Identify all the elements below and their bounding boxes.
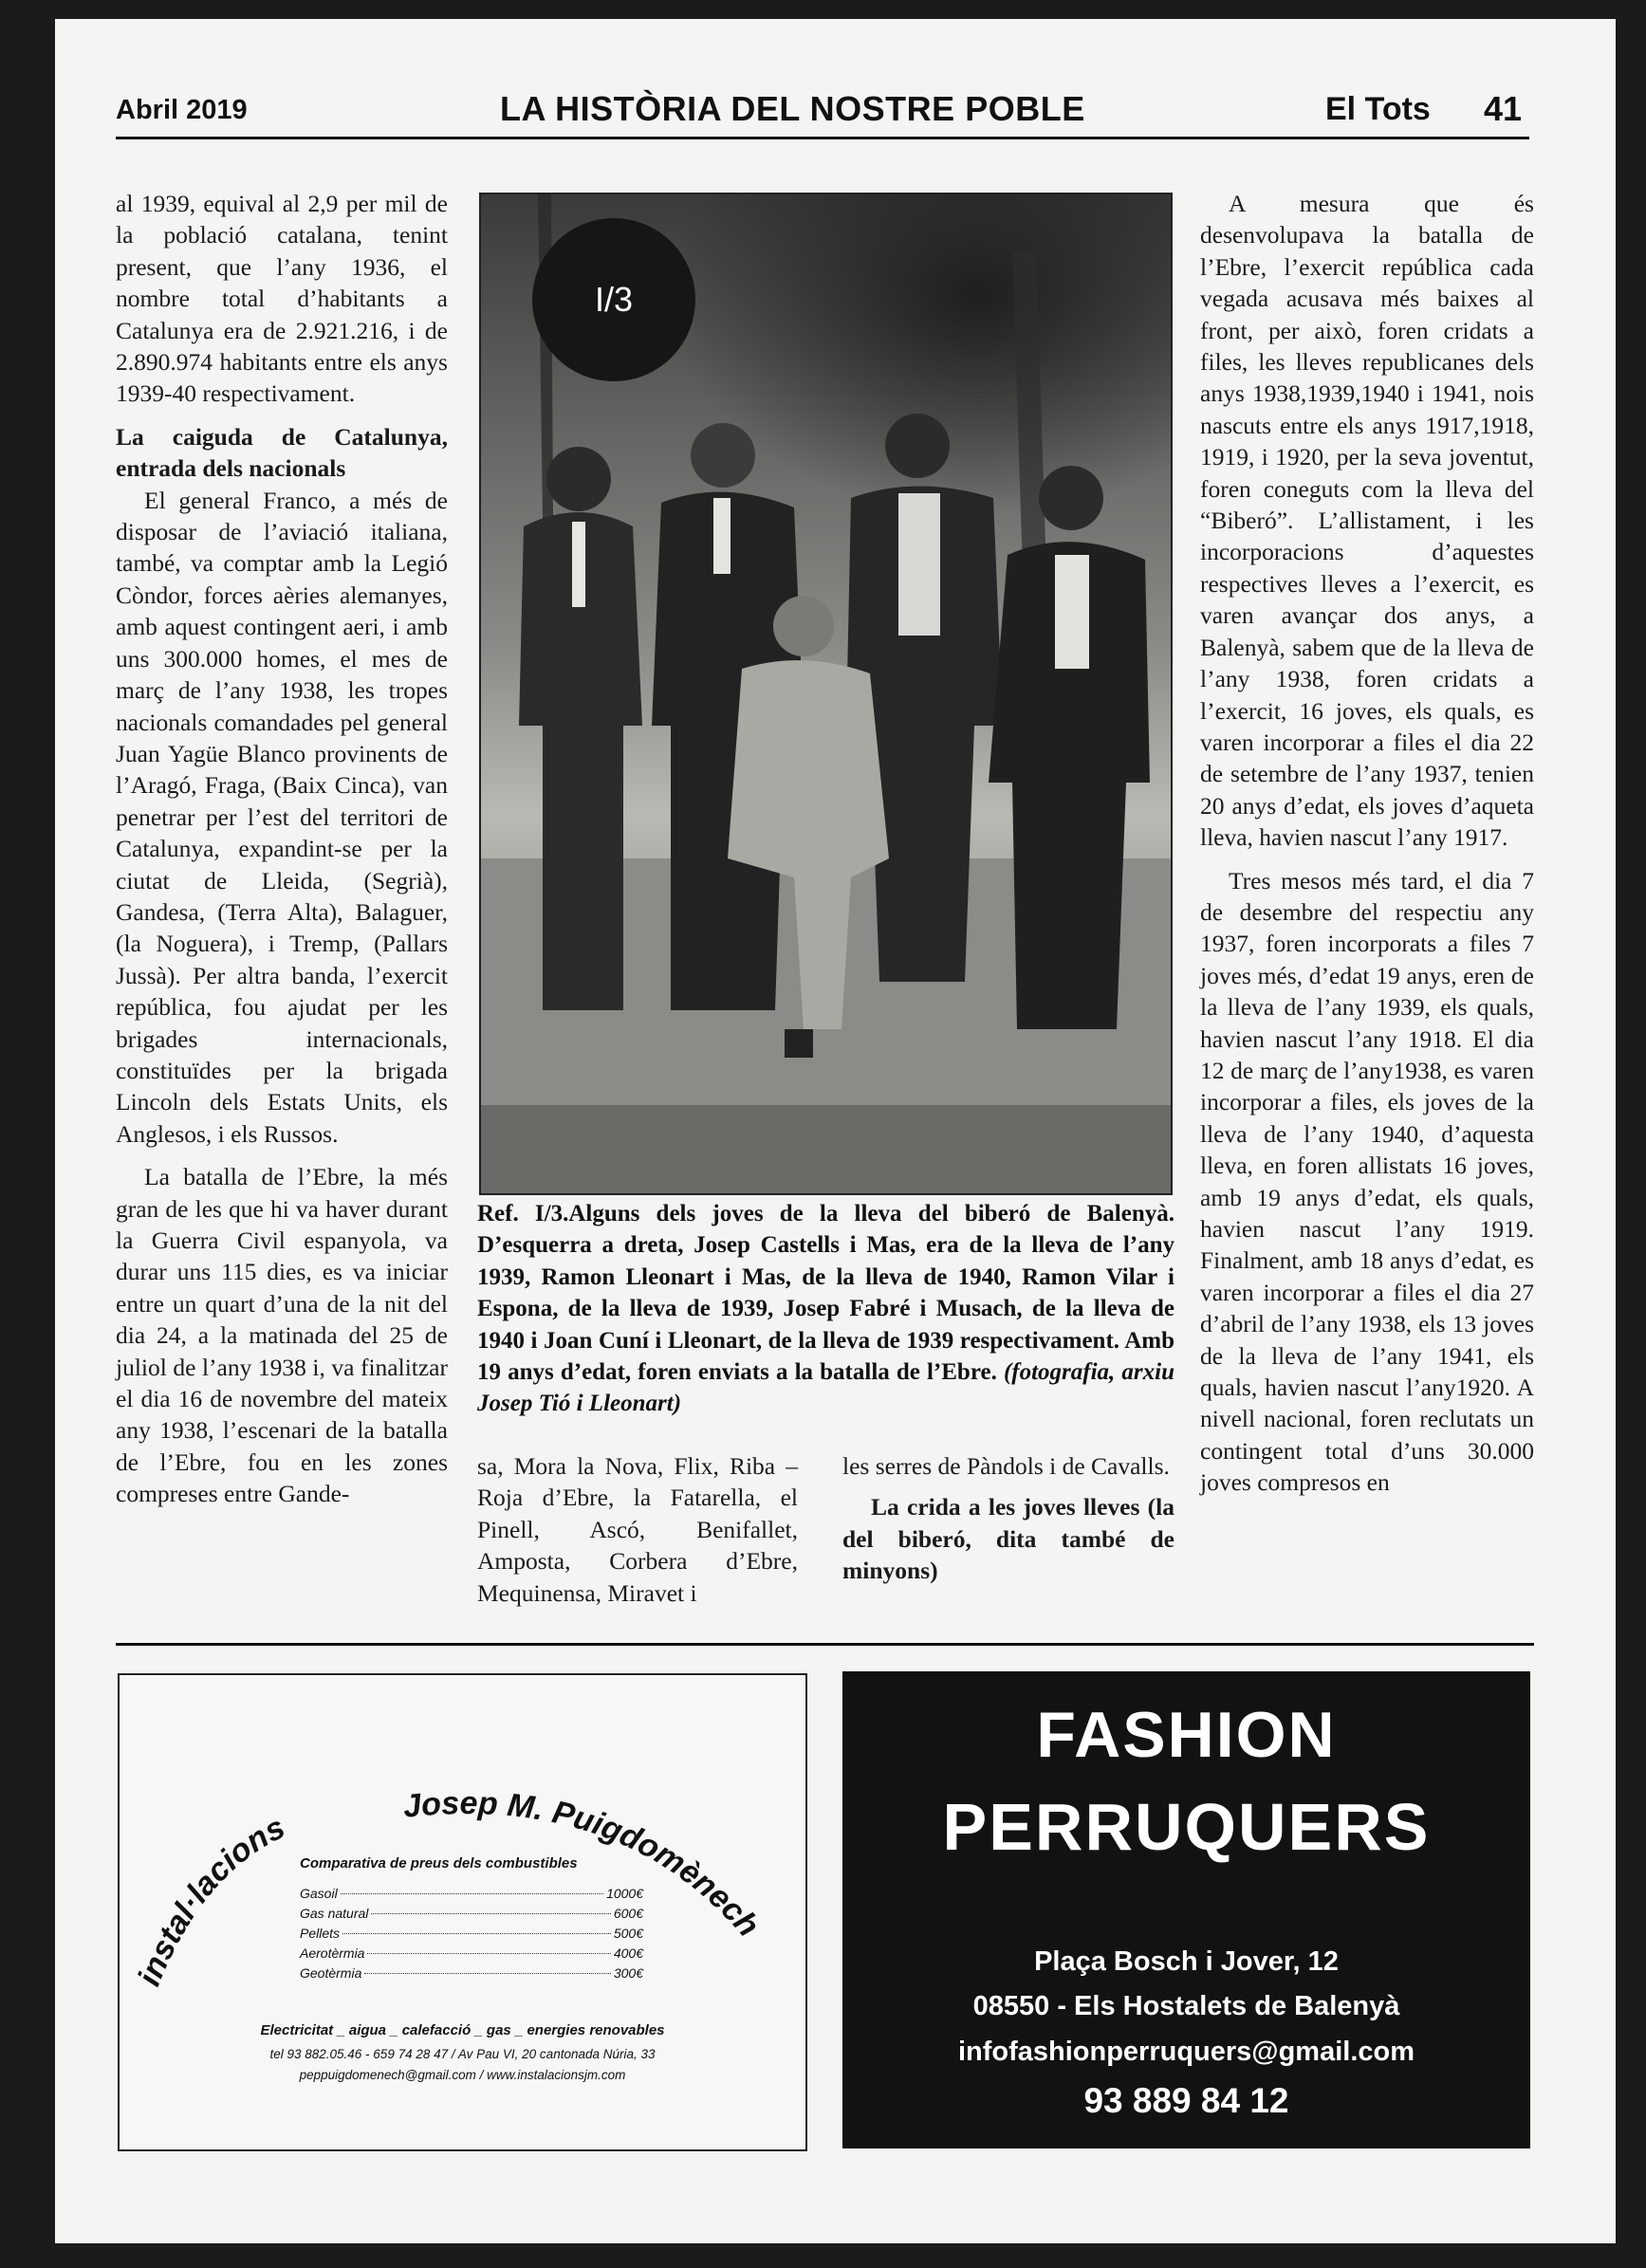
paragraph: les serres de Pàndols i de Cavalls. <box>842 1452 1170 1480</box>
fashion-perruquers-ad <box>842 1671 1530 2148</box>
ad-services: Electricitat _ aigua _ calefacció _ gas _ energies renovables <box>260 2022 665 2038</box>
article-column-left <box>116 188 448 1510</box>
ad-phone: 93 889 84 12 <box>1083 2081 1289 2120</box>
issue-date: Abril 2019 <box>116 95 248 125</box>
subheading: La crida a les joves lleves (la del biberó, dita també de minyons) <box>842 1493 1174 1585</box>
paragraph: sa, Mora la Nova, Flix, Riba – Roja d’Ebre, la Fatarella, el Pinell, Ascó, Benifallet, Amposta, Corbera d’Ebre, Mequinensa, Miravet i <box>477 1452 798 1607</box>
ad-divider <box>116 1643 1534 1646</box>
puigdomenech-ad <box>118 1673 807 2151</box>
article-column-mid-right <box>842 1450 1174 1587</box>
photo-caption <box>477 1198 1174 1420</box>
paragraph: al 1939, equival al 2,9 per mil de la població catalana, tenint present, que l’any 1936, el nombre total d’habitants a Catalunya era de 2.921.216, i de 2.890.974 habitants entre els anys 1939-40 respectivament. <box>116 190 448 408</box>
ad-address: Plaça Bosch i Jover, 12 <box>1034 1946 1339 1977</box>
price-row: Gasoil 1000€ <box>300 1886 643 1901</box>
photo-credit: (fotografia, arxiu Josep Tió i Lleonart) <box>477 1359 1174 1417</box>
article-column-mid-left <box>477 1450 798 1609</box>
paragraph: Tres mesos més tard, el dia 7 de desembre del respectiu any 1937, foren incorporats a files 7 joves més, d’edat 19 anys, eren de la lleva de l’any 1939, els quals, havien nascut l’any 1918. El dia 12 de març de l’any1938, es varen incorporar a files, els joves de la lleva de l’any 1940, d’aquesta lleva, en foren allistats 16 joves, amb 19 anys d’edat, els quals, havien nascut l’any 1919. Finalment, amb 18 anys d’edat, es varen incorporar a files el dia 27 d’abril de l’any 1938, els 13 joves de la lleva de l’any 1941, els quals, havien nascut l’any1920. A nivell nacional, foren reclutats un contingent total d’uns 30.000 joves compresos en <box>1200 866 1534 1497</box>
paragraph: La batalla de l’Ebre, la més gran de les que hi va haver durant la Guerra Civil espanyola, va durar uns 115 dies, es va iniciar entre un quart d’una de la nit del dia 24, a la matinada del 25 de juliol de l’any 1938 i, va finalitzar el dia 16 de novembre del mateix any 1938, l’escenari de la batalla de l’Ebre, fou en les zones compreses entre Gande- <box>116 1163 448 1508</box>
article-column-right <box>1200 188 1534 1499</box>
price-row: Geotèrmia 300€ <box>300 1965 643 1981</box>
ad-arc-left-text: instal·lacions <box>131 1809 291 1991</box>
price-row: Pellets 500€ <box>300 1926 643 1941</box>
page-number: 41 <box>1484 89 1523 128</box>
page-header <box>116 80 1529 139</box>
paragraph: El general Franco, a més de disposar de l’aviació italiana, també, va comptar amb la Legió Còndor, forces aèries alemanyes, amb aquest contingent aeri, i amb uns 300.000 homes, el mes de març de l’any 1938, les tropes nacionals comandades pel general Juan Yagüe Blanco provinents de l’Aragó, Fraga, (Baix Cinca), van penetrar per l’est del territori de Catalunya, expandint-se per la ciutat de Lleida, (Segrià), Gandesa, (Terra Alta), Balaguer, (la Noguera), i Tremp, (Pallars Jussà). Per altra banda, l’exercit república, fou ajudat per les brigades internacionals, constituïdes per la brigada Lincoln dels Estats Units, els Anglesos, i els Russos. <box>116 486 448 1148</box>
publication-name: El Tots <box>1325 91 1431 127</box>
ad-arc-right-text: Josep M. Puigdomènech <box>401 1785 767 1945</box>
ad-brand-line2: PERRUQUERS <box>942 1790 1431 1864</box>
magazine-page <box>55 19 1616 2243</box>
paragraph: A mesura que és desenvolupava la batalla de l’Ebre, l’exercit república cada vegada acusava més baixes al front, per això, foren cridats a files, les lleves republicanes dels anys 1938,1939,1940 i 1941, nois nascuts entre els anys 1917,1918, 1919, i 1920, per la seva joventut, foren coneguts com la lleva del “Biberó”. L’allistament, i les incorporacions d’aquestes respectives lleves a l’exercit, es varen avançar dos anys, a Balenyà, sabem que de la lleva de l’any 1938, foren cridats a l’exercit, 16 joves, els quals, es varen incorporar a files el dia 22 de setembre de l’any 1937, tenien 20 anys d’edat, els joves d’aqueta lleva, havien nascut l’any 1917. <box>1200 190 1534 852</box>
price-list <box>300 1886 643 1985</box>
ad-brand-line1: FASHION <box>1036 1699 1337 1771</box>
price-row: Aerotèrmia 400€ <box>300 1945 643 1961</box>
ad-web: peppuigdomenech@gmail.com / www.instalacionsjm.com <box>299 2068 626 2082</box>
photo-ref-badge: I/3 <box>532 218 695 381</box>
price-row: Gas natural 600€ <box>300 1906 643 1921</box>
svg-text:instal·lacions <box>131 1809 290 1991</box>
ad-city: 08550 - Els Hostalets de Balenyà <box>972 1991 1400 2021</box>
ad-email: infofashionperruquers@gmail.com <box>957 2037 1415 2067</box>
ad-subtitle: Comparativa de preus dels combustibles <box>300 1855 578 1872</box>
section-title: LA HISTÒRIA DEL NOSTRE POBLE <box>500 89 1085 128</box>
subheading: La caiguda de Catalunya, entrada dels nacionals <box>116 422 448 483</box>
caption-text: Ref. I/3.Alguns dels joves de la lleva del biberó de Balenyà. D’esquerra a dreta, Josep Castells i Mas, era de la lleva de l’any 1939, Ramon Lleonart i Mas, de la lleva de 1940, Ramon Vilar i Espona, de la lleva de 1939, Josep Fabré i Musach, de la lleva de 1940 i Joan Cuní i Lleonart, de la lleva de 1939 respectivament. Amb 19 anys d’edat, foren enviats a la batalla de l’Ebre. <box>477 1201 1174 1386</box>
ad-contact: tel 93 882.05.46 - 659 74 28 47 / Av Pau VI, 20 cantonada Núria, 33 <box>269 2047 656 2061</box>
